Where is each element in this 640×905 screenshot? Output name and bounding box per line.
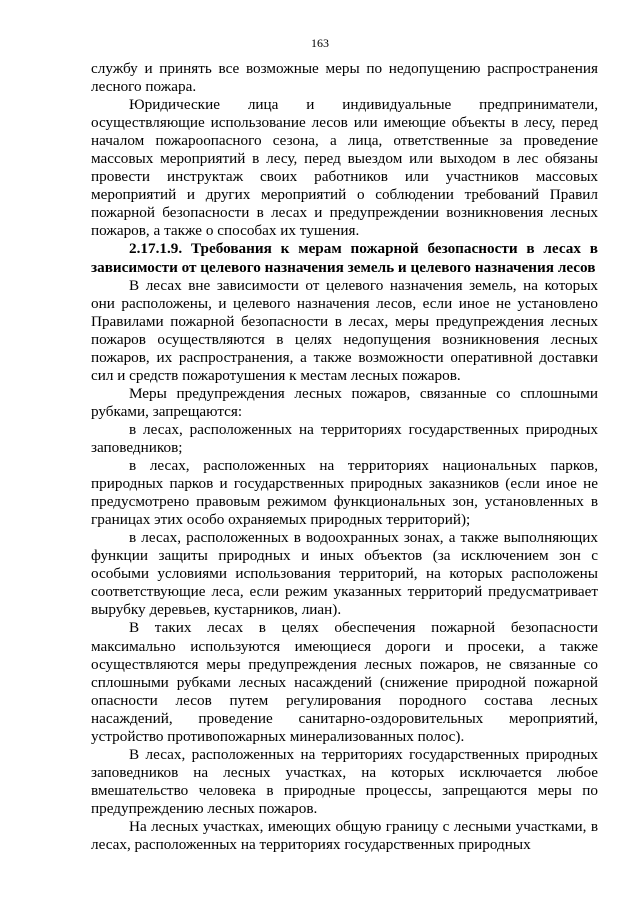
paragraph-existing-roads: В таких лесах в целях обеспечения пожарной безопасности максимально используются имеющиеся дороги и просеки, а также осуществляются меры предупреждения лесных пожаров, не связанные со сплошными рубками лесных насаждений (снижение природной пожарной опасности лесов путем регулирования породного состава лесных насаждений, проведение санитарно-оздоровительных мероприятий, устройство противопожарных минерализованных полос).	[91, 619, 598, 745]
list-item-water-protection: в лесах, расположенных в водоохранных зонах, а также выполняющих функции защиты природных и иных объектов (за исключением зон с особыми условиями использования территорий, на которых расположены соответствующие леса, если режим указанных территорий предусматривает вырубку деревьев, кустарников, лиан).	[91, 529, 598, 619]
paragraph-general-measures: В лесах вне зависимости от целевого назначения земель, на которых они расположены, и целевого назначения лесов, если иное не установлено Правилами пожарной безопасности в лесах, меры предупреждения лесных пожаров осуществляются в целях недопущения возникновения лесных пожаров, их распространения, а также возможности оперативной доставки сил и средств пожаротушения к местам лесных пожаров.	[91, 276, 598, 384]
list-item-reserves: в лесах, расположенных на территориях государственных природных заповедников;	[91, 420, 598, 456]
paragraph-reserve-prohibition: В лесах, расположенных на территориях государственных природных заповедников на лесных участках, на которых исключается любое вмешательство человека в природные процессы, запрещаются меры по предупреждению лесных пожаров.	[91, 745, 598, 817]
list-item-national-parks: в лесах, расположенных на территориях национальных парков, природных парков и государственных природных заказников (если иное не предусмотрено правовым режимом функциональных зон, установленных в границах этих особо охраняемых природных территорий);	[91, 457, 598, 529]
page-number: 163	[311, 36, 329, 50]
document-body	[91, 60, 598, 854]
paragraph-clearcut-prohibited: Меры предупреждения лесных пожаров, связанные со сплошными рубками, запрещаются:	[91, 384, 598, 420]
paragraph-continuation: службу и принять все возможные меры по недопущению распространения лесного пожара.	[91, 60, 598, 96]
paragraph-instruction-requirement: Юридические лица и индивидуальные предприниматели, осуществляющие использование лесов или имеющие объекты в лесу, перед началом пожароопасного сезона, а лица, ответственные за проведение массовых мероприятий в лесу, перед выездом или выходом в лес обязаны провести инструктаж своих работников или участников массовых мероприятий и других мероприятий о соблюдении требований Правил пожарной безопасности в лесах и предупреждении возникновения лесных пожаров, а также о способах их тушения.	[91, 96, 598, 240]
section-heading: 2.17.1.9. Требования к мерам пожарной безопасности в лесах в зависимости от целевого назначения земель и целевого назначения лесов	[91, 240, 598, 276]
paragraph-common-border: На лесных участках, имеющих общую границу с лесными участками, в лесах, расположенных на территориях государственных природных	[91, 817, 598, 854]
